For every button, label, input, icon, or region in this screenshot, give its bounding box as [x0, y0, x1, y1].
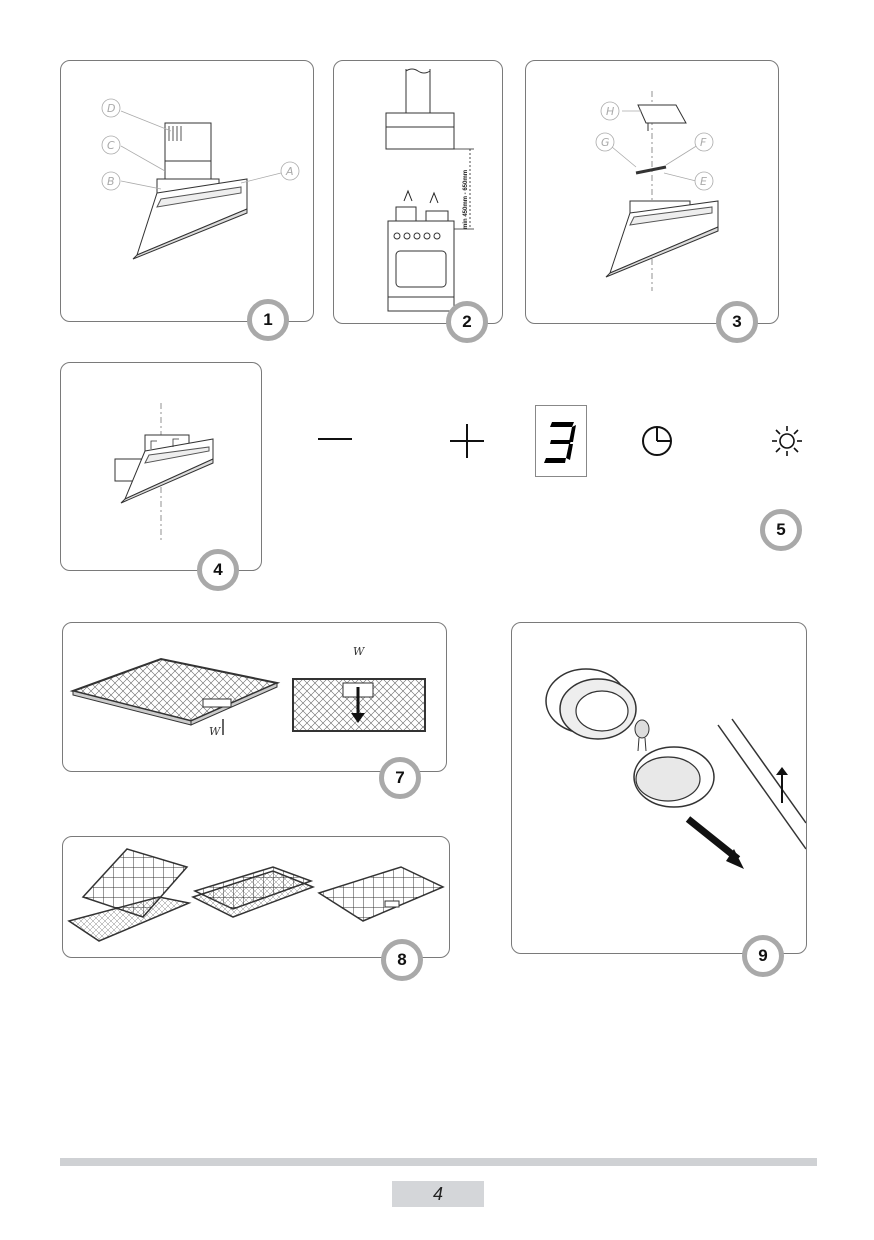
figure-2-panel — [333, 60, 503, 331]
figure-number-badge: 4 — [197, 549, 239, 591]
figure-number-badge: 1 — [247, 299, 289, 341]
figure-number-badge: 7 — [379, 757, 421, 799]
label-b: B — [107, 175, 115, 188]
timer-icon — [640, 424, 674, 458]
figure-8-panel — [62, 836, 450, 969]
page-number: 4 — [392, 1181, 484, 1207]
display-window — [535, 405, 587, 477]
label-d: D — [107, 102, 116, 115]
hood-hanging-illustration — [61, 363, 261, 570]
label-c: C — [107, 139, 115, 152]
plus-icon — [450, 424, 484, 458]
hood-exploded-illustration — [61, 61, 313, 321]
grease-filter-illustration — [63, 623, 446, 771]
figure-7-panel — [62, 622, 447, 787]
label-e: E — [700, 175, 707, 188]
lamp-replacement-illustration — [512, 623, 806, 953]
figure-number-badge: 9 — [742, 935, 784, 977]
figure-4-panel — [60, 362, 262, 579]
label-h: H — [606, 105, 615, 118]
carbon-filter-illustration — [63, 837, 449, 957]
figure-number-badge: 2 — [446, 301, 488, 343]
footer-bar — [60, 1158, 817, 1166]
label-f: F — [700, 136, 707, 149]
figure-1-panel — [60, 60, 314, 329]
dimension-label: min 450mm - 650mm — [463, 169, 469, 229]
figure-number-badge: 3 — [716, 301, 758, 343]
hood-height-illustration — [334, 61, 502, 323]
filter-label-w: W — [209, 725, 221, 738]
display-digit — [536, 406, 588, 478]
label-a: A — [286, 165, 294, 178]
light-icon — [770, 424, 804, 458]
figure-number-badge: 8 — [381, 939, 423, 981]
hood-mounting-illustration — [526, 61, 778, 323]
minus-icon — [318, 438, 352, 440]
figure-number-badge: 5 — [760, 509, 802, 551]
figure-9-panel — [511, 622, 807, 965]
label-g: G — [601, 136, 610, 149]
filter-label-w-2: W — [353, 645, 365, 658]
figure-3-panel — [525, 60, 779, 331]
